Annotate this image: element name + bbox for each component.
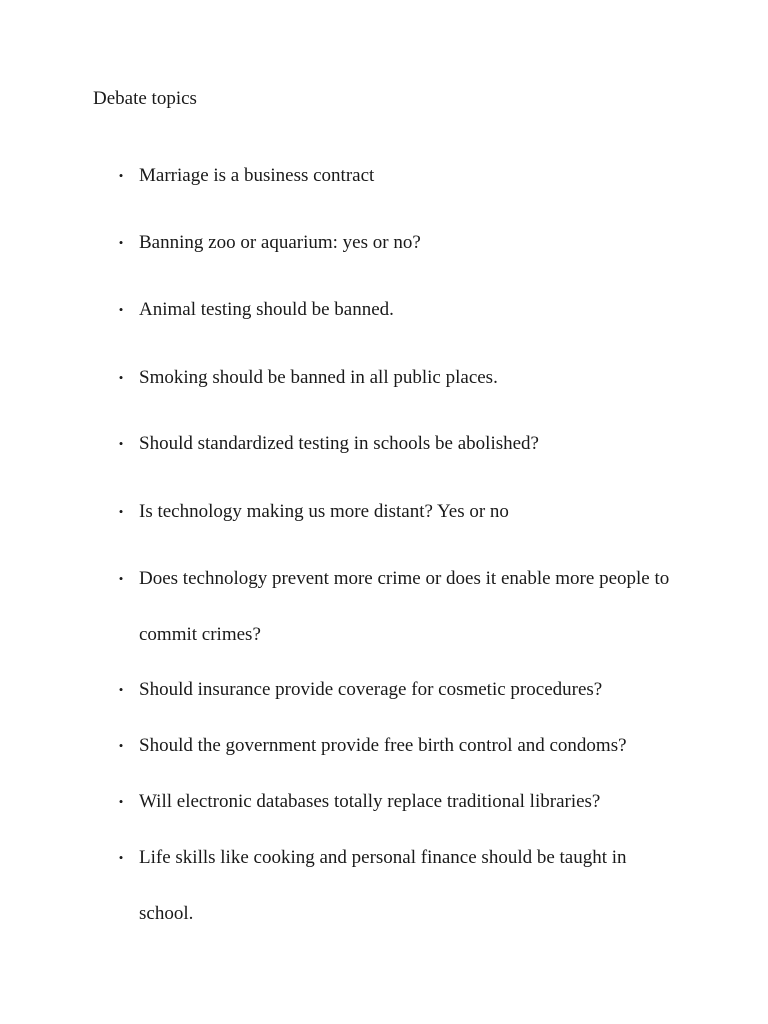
topic-text: Should the government provide free birth control and condoms? [139, 735, 627, 756]
list-item [118, 350, 684, 406]
bullet-icon: • [118, 504, 124, 519]
list-item [118, 416, 684, 472]
bullet-icon: • [118, 370, 124, 385]
bullet-icon: • [118, 235, 124, 250]
topic-text: Will electronic databases totally replace traditional libraries? [139, 791, 601, 812]
list-item [118, 551, 684, 663]
topic-text: Should insurance provide coverage for cosmetic procedures? [139, 679, 603, 700]
list-item [118, 830, 684, 942]
bullet-icon: • [118, 738, 124, 753]
topic-text: Is technology making us more distant? Yes or no [139, 501, 509, 522]
list-item [118, 282, 684, 338]
list-item [118, 774, 684, 830]
list-item [118, 718, 684, 774]
bullet-icon: • [118, 302, 124, 317]
bullet-icon: • [118, 168, 124, 183]
topic-text: Banning zoo or aquarium: yes or no? [139, 232, 421, 253]
document-title: Debate topics [93, 88, 197, 109]
topic-text: Does technology prevent more crime or does it enable more people to commit crimes? [139, 568, 670, 645]
topic-text: Marriage is a business contract [139, 165, 375, 186]
list-item [118, 662, 684, 718]
list-item [118, 215, 684, 271]
bullet-icon: • [118, 682, 124, 697]
bullet-icon: • [118, 794, 124, 809]
bullet-icon: • [118, 850, 124, 865]
bullet-icon: • [118, 436, 124, 451]
list-item [118, 148, 684, 204]
topic-text: Should standardized testing in schools be abolished? [139, 433, 539, 454]
list-item [118, 484, 684, 540]
topic-text: Smoking should be banned in all public places. [139, 367, 498, 388]
topic-text: Animal testing should be banned. [139, 299, 394, 320]
bullet-icon: • [118, 571, 124, 586]
topic-text: Life skills like cooking and personal finance should be taught in school. [139, 847, 627, 924]
